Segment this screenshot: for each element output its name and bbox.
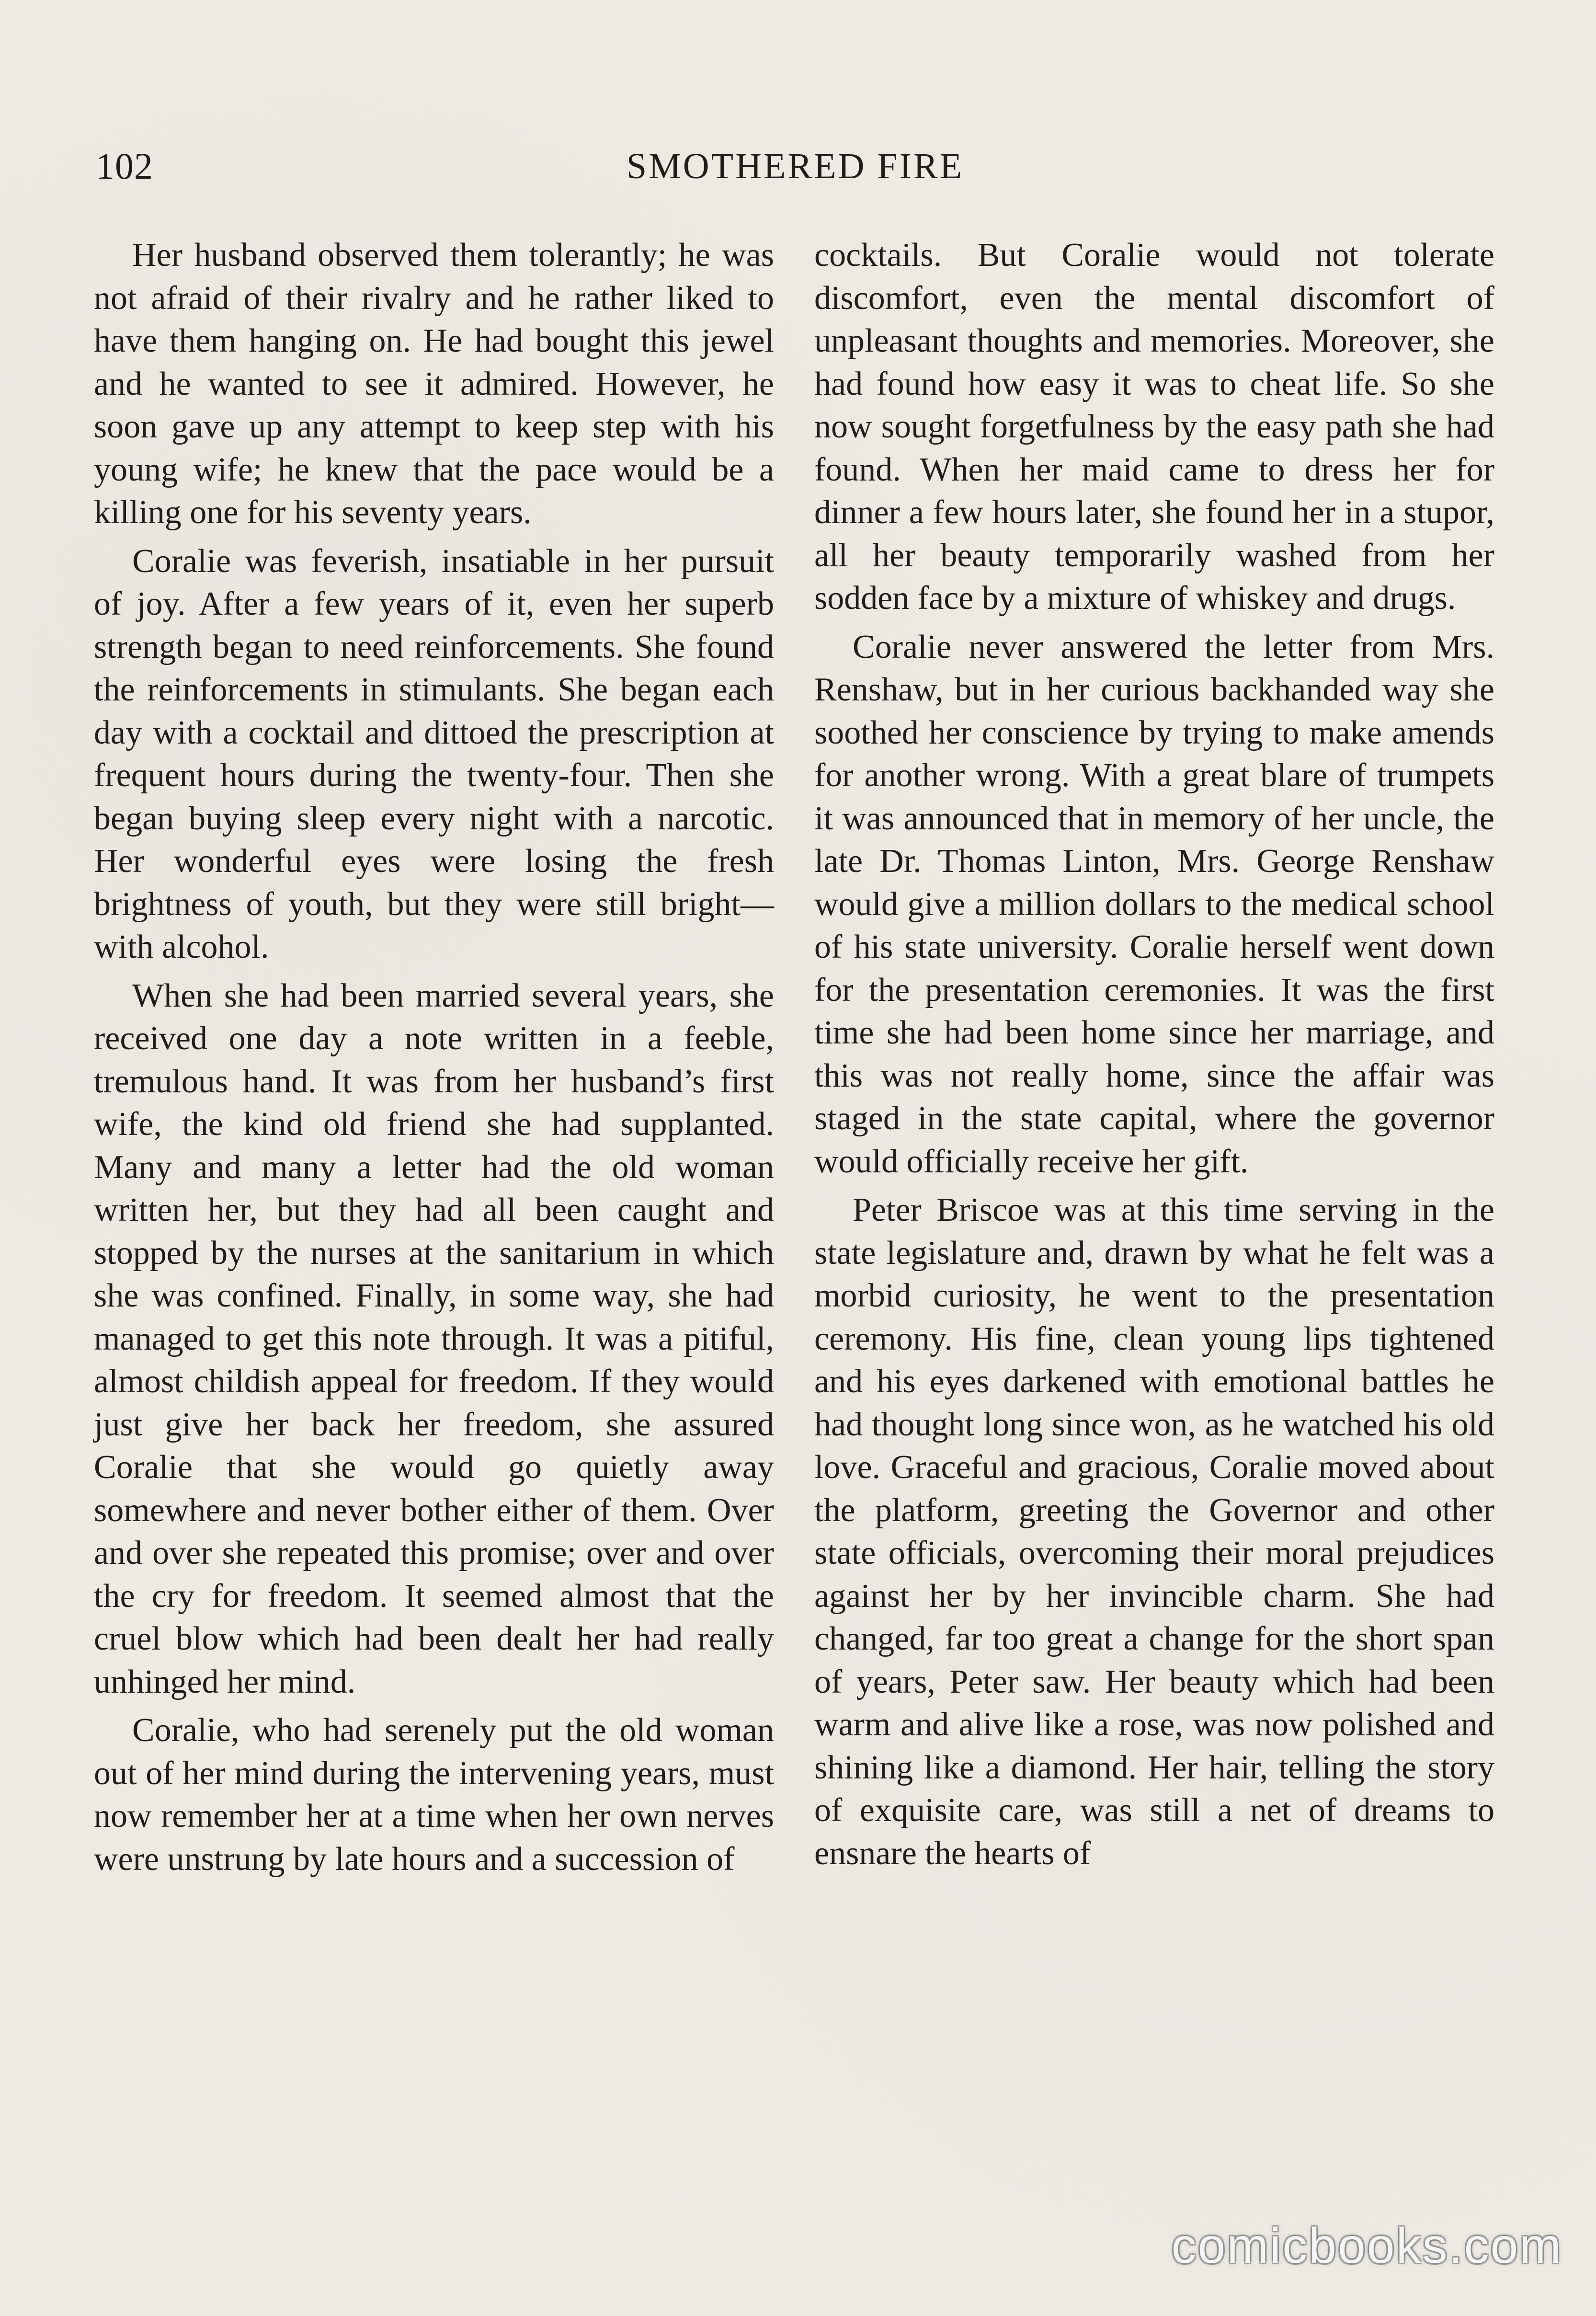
paragraph: Peter Briscoe was at this time serving in the state legislature and, drawn by what he felt was a morbid curiosity, he went to the presentation ceremony. His fine, clean young lips tightened and his eyes darkened with emotional battles he had thought long since won, as he watched his old love. Graceful and gracious, Coralie moved about the platform, greeting the Governor and other state officials, overcoming their moral prejudices against her by her invincible charm. She had changed, far too great a change for the short span of years, Peter saw. Her beauty which had been warm and alive like a rose, was now polished and shining like a diamond. Her hair, telling the story of exquisite care, was still a net of dreams to ensnare the hearts of: [814, 1192, 1494, 1872]
paragraph: Her husband observed them tolerantly; he was not afraid of their rivalry and he rather liked to have them hanging on. He had bought this jewel and he wanted to see it admired. However, he soon gave up any attempt to keep step with his young wife; he knew that the pace would be a killing one for his seventy years.: [94, 237, 774, 531]
paragraph-continued: cocktails. But Coralie would not tolerate discomfort, even the mental discomfort of unpleasant thoughts and memories. Moreover, she had found how easy it was to cheat life. So she now sought forgetfulness by the easy path she had found. When her maid came to dress her for dinner a few hours later, she found her in a stupor, all her beauty temporarily washed from her sodden face by a mixture of whiskey and drugs.: [814, 237, 1494, 617]
paragraph: When she had been married several years, she received one day a note written in a feeble, tremulous hand. It was from her husband’s first wife, the kind old friend she had supplanted. Many and many a letter had the old woman written her, but they had all been caught and stopped by the nurses at the sanitarium in which she was confined. Finally, in some way, she had managed to get this note through. It was a pitiful, almost childish appeal for freedom. If they would just give her back her freedom, she assured Coralie that she would go quietly away somewhere and never bother either of them. Over and over she repeated this promise; over and over the cry for freedom. It seemed almost that the cruel blow which had been dealt her had really unhinged her mind.: [94, 977, 774, 1700]
running-title: SMOTHERED FIRE: [626, 146, 964, 186]
right-column: [814, 234, 1494, 1880]
left-column: [94, 234, 774, 1886]
paragraph: Coralie, who had serenely put the old woman out of her mind during the intervening years, must now remember her at a time when her own nerves were unstrung by late hours and a succession of: [94, 1712, 774, 1878]
paragraph: Coralie was feverish, insatiable in her pursuit of joy. After a few years of it, even her superb strength began to need reinforcements. She found the reinforcements in stimulants. She began each day with a cocktail and dittoed the prescription at frequent hours during the twenty-four. Then she began buying sleep every night with a narcotic. Her wonderful eyes were losing the fresh brightness of youth, but they were still bright—with alcohol.: [94, 542, 774, 965]
watermark-logo: comicbooks.com: [1171, 2218, 1562, 2274]
page-number: 102: [96, 145, 153, 187]
running-head: [96, 140, 1494, 193]
paragraph: Coralie never answered the letter from Mrs. Renshaw, but in her curious backhanded way she soothed her conscience by trying to make amends for another wrong. With a great blare of trumpets it was announced that in memory of her uncle, the late Dr. Thomas Linton, Mrs. George Renshaw would give a million dollars to the medical school of his state university. Coralie herself went down for the presentation ceremonies. It was the first time she had been home since her marriage, and this was not really home, since the affair was staged in the state capital, where the governor would officially receive her gift.: [814, 628, 1494, 1180]
